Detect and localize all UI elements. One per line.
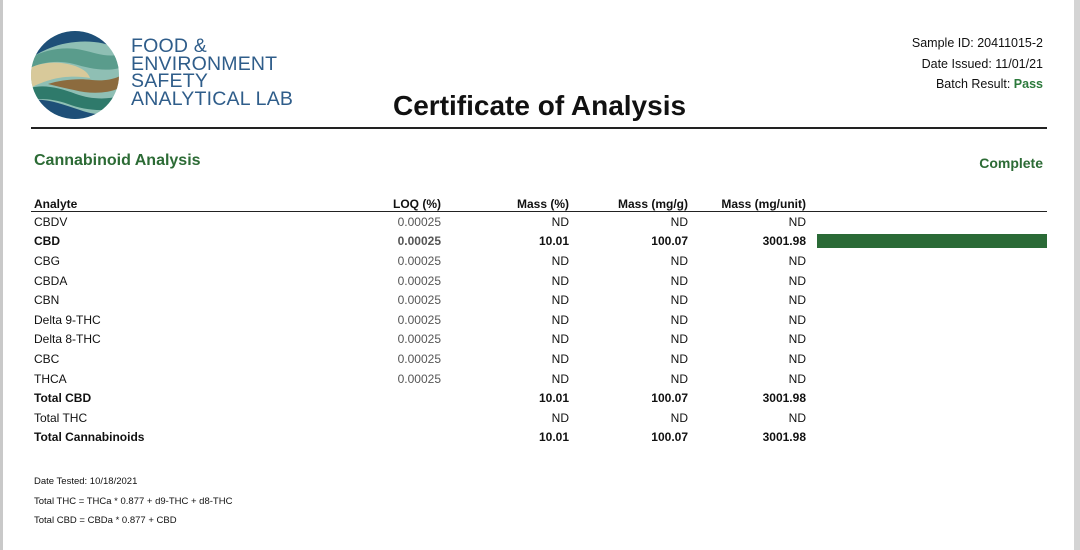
mass-mgg-cell: ND	[670, 371, 688, 386]
header-bar	[810, 196, 1047, 212]
loq-cell: 0.00025	[397, 371, 441, 386]
mass-unit-cell: 3001.98	[762, 430, 806, 445]
analysis-status: Complete	[979, 155, 1043, 171]
analyte-cell: CBD	[34, 234, 60, 249]
loq-cell: 0.00025	[397, 351, 441, 366]
mass-unit-cell: ND	[788, 332, 806, 347]
mass-pct-cell: ND	[551, 312, 569, 327]
header-mass-pct: Mass (%)	[445, 196, 573, 212]
analyte-cell: CBC	[34, 351, 60, 366]
mass-mgg-cell: ND	[670, 312, 688, 327]
mass-unit-cell: ND	[788, 293, 806, 308]
header-mass-mgg: Mass (mg/g)	[573, 196, 692, 212]
table-row	[31, 330, 1047, 350]
loq-cell	[349, 388, 445, 408]
mass-unit-cell: 3001.98	[762, 391, 806, 406]
result-bar	[817, 234, 1047, 248]
mass-unit-cell: 3001.98	[762, 234, 806, 249]
mass-mgg-cell: ND	[670, 253, 688, 268]
bar-cell	[810, 212, 1047, 232]
header-analyte: Analyte	[31, 196, 349, 212]
table-row	[31, 369, 1047, 389]
lab-name-line-1: FOOD &	[131, 35, 207, 57]
table-row	[31, 212, 1047, 232]
loq-cell: 0.00025	[397, 234, 441, 249]
mass-mgg-cell: ND	[670, 332, 688, 347]
analyte-cell: Total THC	[34, 410, 88, 425]
mass-pct-cell: ND	[551, 214, 569, 229]
table-row	[31, 251, 1047, 271]
bar-cell	[810, 290, 1047, 310]
loq-cell	[349, 428, 445, 448]
mass-pct-cell: ND	[551, 410, 569, 425]
mass-unit-cell: ND	[788, 371, 806, 386]
sample-meta	[912, 33, 1043, 95]
table-row	[31, 232, 1047, 252]
analyte-cell: Delta 9-THC	[34, 312, 101, 327]
analyte-cell: THCA	[34, 371, 67, 386]
header-loq: LOQ (%)	[349, 196, 445, 212]
bar-cell	[810, 369, 1047, 389]
table-row	[31, 271, 1047, 291]
loq-cell: 0.00025	[397, 332, 441, 347]
lab-name-line-3: SAFETY	[131, 70, 209, 92]
analyte-cell: Delta 8-THC	[34, 332, 101, 347]
date-issued: Date Issued: 11/01/21	[921, 56, 1043, 71]
total-cbd-formula: Total CBD = CBDa * 0.877 + CBD	[34, 515, 177, 526]
mass-unit-cell: ND	[788, 253, 806, 268]
mass-unit-cell: ND	[788, 351, 806, 366]
loq-cell: 0.00025	[397, 273, 441, 288]
analyte-cell: CBDA	[34, 273, 68, 288]
mass-pct-cell: ND	[551, 332, 569, 347]
lab-name-line-2: ENVIRONMENT	[131, 52, 278, 75]
analyte-cell: CBG	[34, 253, 61, 268]
mass-mgg-cell: ND	[670, 410, 688, 425]
analyte-cell: CBDV	[34, 214, 68, 229]
page-edge-right	[1074, 0, 1080, 550]
mass-pct-cell: ND	[551, 253, 569, 268]
lab-logo	[30, 28, 120, 122]
table-row	[31, 290, 1047, 310]
bar-cell	[810, 408, 1047, 428]
mass-unit-cell: ND	[788, 312, 806, 327]
table-header-row	[31, 196, 1047, 212]
mass-pct-cell: 10.01	[538, 430, 569, 445]
batch-result-value: Pass	[1013, 77, 1043, 91]
sample-id: Sample ID: 20411015-2	[911, 36, 1043, 50]
mass-pct-cell: ND	[551, 351, 569, 366]
loq-cell: 0.00025	[397, 293, 441, 308]
lab-name	[131, 35, 294, 110]
batch-result	[912, 74, 1043, 95]
document-title: Certificate of Analysis	[393, 90, 687, 121]
table-row	[31, 349, 1047, 369]
header-divider	[31, 127, 1047, 129]
total-thc-formula: Total THC = THCa * 0.877 + d9-THC + d8-THC	[34, 495, 233, 507]
mass-mgg-cell: ND	[670, 293, 688, 308]
loq-cell: 0.00025	[397, 214, 441, 229]
mass-pct-cell: ND	[551, 273, 569, 288]
bar-cell	[810, 232, 1047, 252]
mass-mgg-cell: 100.07	[651, 234, 688, 249]
mass-mgg-cell: 100.07	[651, 430, 688, 445]
loq-cell	[349, 408, 445, 428]
bar-cell	[810, 388, 1047, 408]
lab-name-line-4: ANALYTICAL LAB	[131, 87, 294, 110]
bar-cell	[810, 330, 1047, 350]
mass-unit-cell: ND	[788, 273, 806, 288]
mass-pct-cell: 10.01	[538, 391, 569, 406]
mass-pct-cell: 10.01	[538, 234, 569, 249]
cannabinoid-table	[31, 196, 1047, 447]
page-edge-left	[0, 0, 3, 550]
date-tested: Date Tested: 10/18/2021	[34, 476, 138, 487]
analyte-cell: Total Cannabinoids	[34, 430, 145, 445]
mass-mgg-cell: ND	[670, 214, 688, 229]
mass-unit-cell: ND	[788, 214, 806, 229]
table-row	[31, 428, 1047, 448]
bar-cell	[810, 271, 1047, 291]
analyte-cell: CBN	[34, 293, 60, 308]
mass-pct-cell: ND	[551, 371, 569, 386]
bar-cell	[810, 251, 1047, 271]
mass-pct-cell: ND	[551, 293, 569, 308]
bar-cell	[810, 310, 1047, 330]
table-row	[31, 388, 1047, 408]
table-row	[31, 310, 1047, 330]
bar-cell	[810, 428, 1047, 448]
table-row	[31, 408, 1047, 428]
batch-result-label: Batch Result:	[935, 77, 1011, 91]
mass-mgg-cell: 100.07	[651, 391, 688, 406]
bar-cell	[810, 349, 1047, 369]
analyte-cell: Total CBD	[34, 391, 92, 406]
notes	[34, 472, 232, 531]
loq-cell: 0.00025	[397, 312, 441, 327]
mass-mgg-cell: ND	[670, 351, 688, 366]
mass-unit-cell: ND	[788, 410, 806, 425]
mass-mgg-cell: ND	[670, 273, 688, 288]
header-mass-unit: Mass (mg/unit)	[692, 196, 810, 212]
section-title: Cannabinoid Analysis	[34, 152, 201, 169]
loq-cell: 0.00025	[397, 253, 441, 268]
